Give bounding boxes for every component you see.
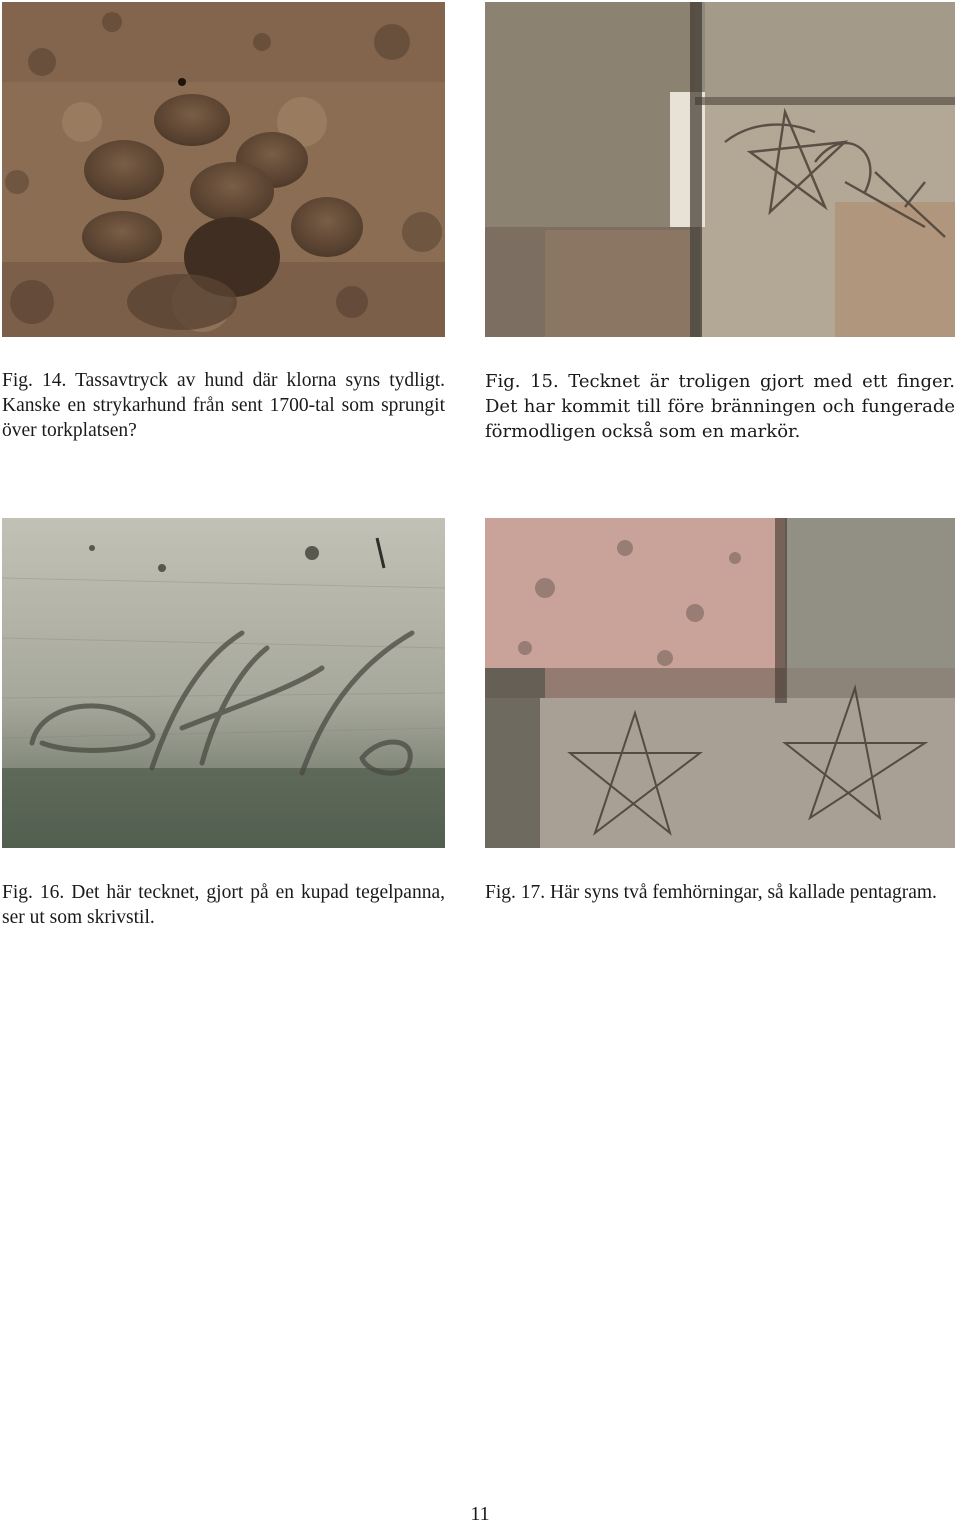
page-number: 11 — [470, 1503, 490, 1525]
fig16-caption — [2, 880, 445, 930]
paw-print-image — [2, 2, 445, 337]
fig16-caption-text: Fig. 16. Det här tecknet, gjort på en kupad tegelpanna, ser ut som skrivstil. — [2, 882, 445, 928]
script-sign-image — [2, 518, 445, 848]
fig15-caption-text: Fig. 15. Tecknet är troligen gjort med ett finger. Det har kommit till före bränningen och fungerade förmodligen också som en markör. — [485, 371, 955, 442]
fig16-photo — [2, 518, 445, 848]
fig14-photo — [2, 2, 445, 337]
fig14-caption — [2, 368, 445, 443]
fig14-caption-text: Fig. 14. Tassavtryck av hund där klorna syns tydligt. Kanske en strykarhund från sent 1700-tal som sprungit över torkplatsen? — [2, 370, 445, 441]
fig17-caption-text: Fig. 17. Här syns två femhörningar, så kallade pentagram. — [485, 882, 937, 903]
pentagram-image — [485, 518, 955, 848]
finger-sign-image — [485, 2, 955, 337]
fig15-caption — [485, 369, 955, 444]
fig15-photo — [485, 2, 955, 337]
fig17-photo — [485, 518, 955, 848]
fig17-caption — [485, 880, 955, 905]
